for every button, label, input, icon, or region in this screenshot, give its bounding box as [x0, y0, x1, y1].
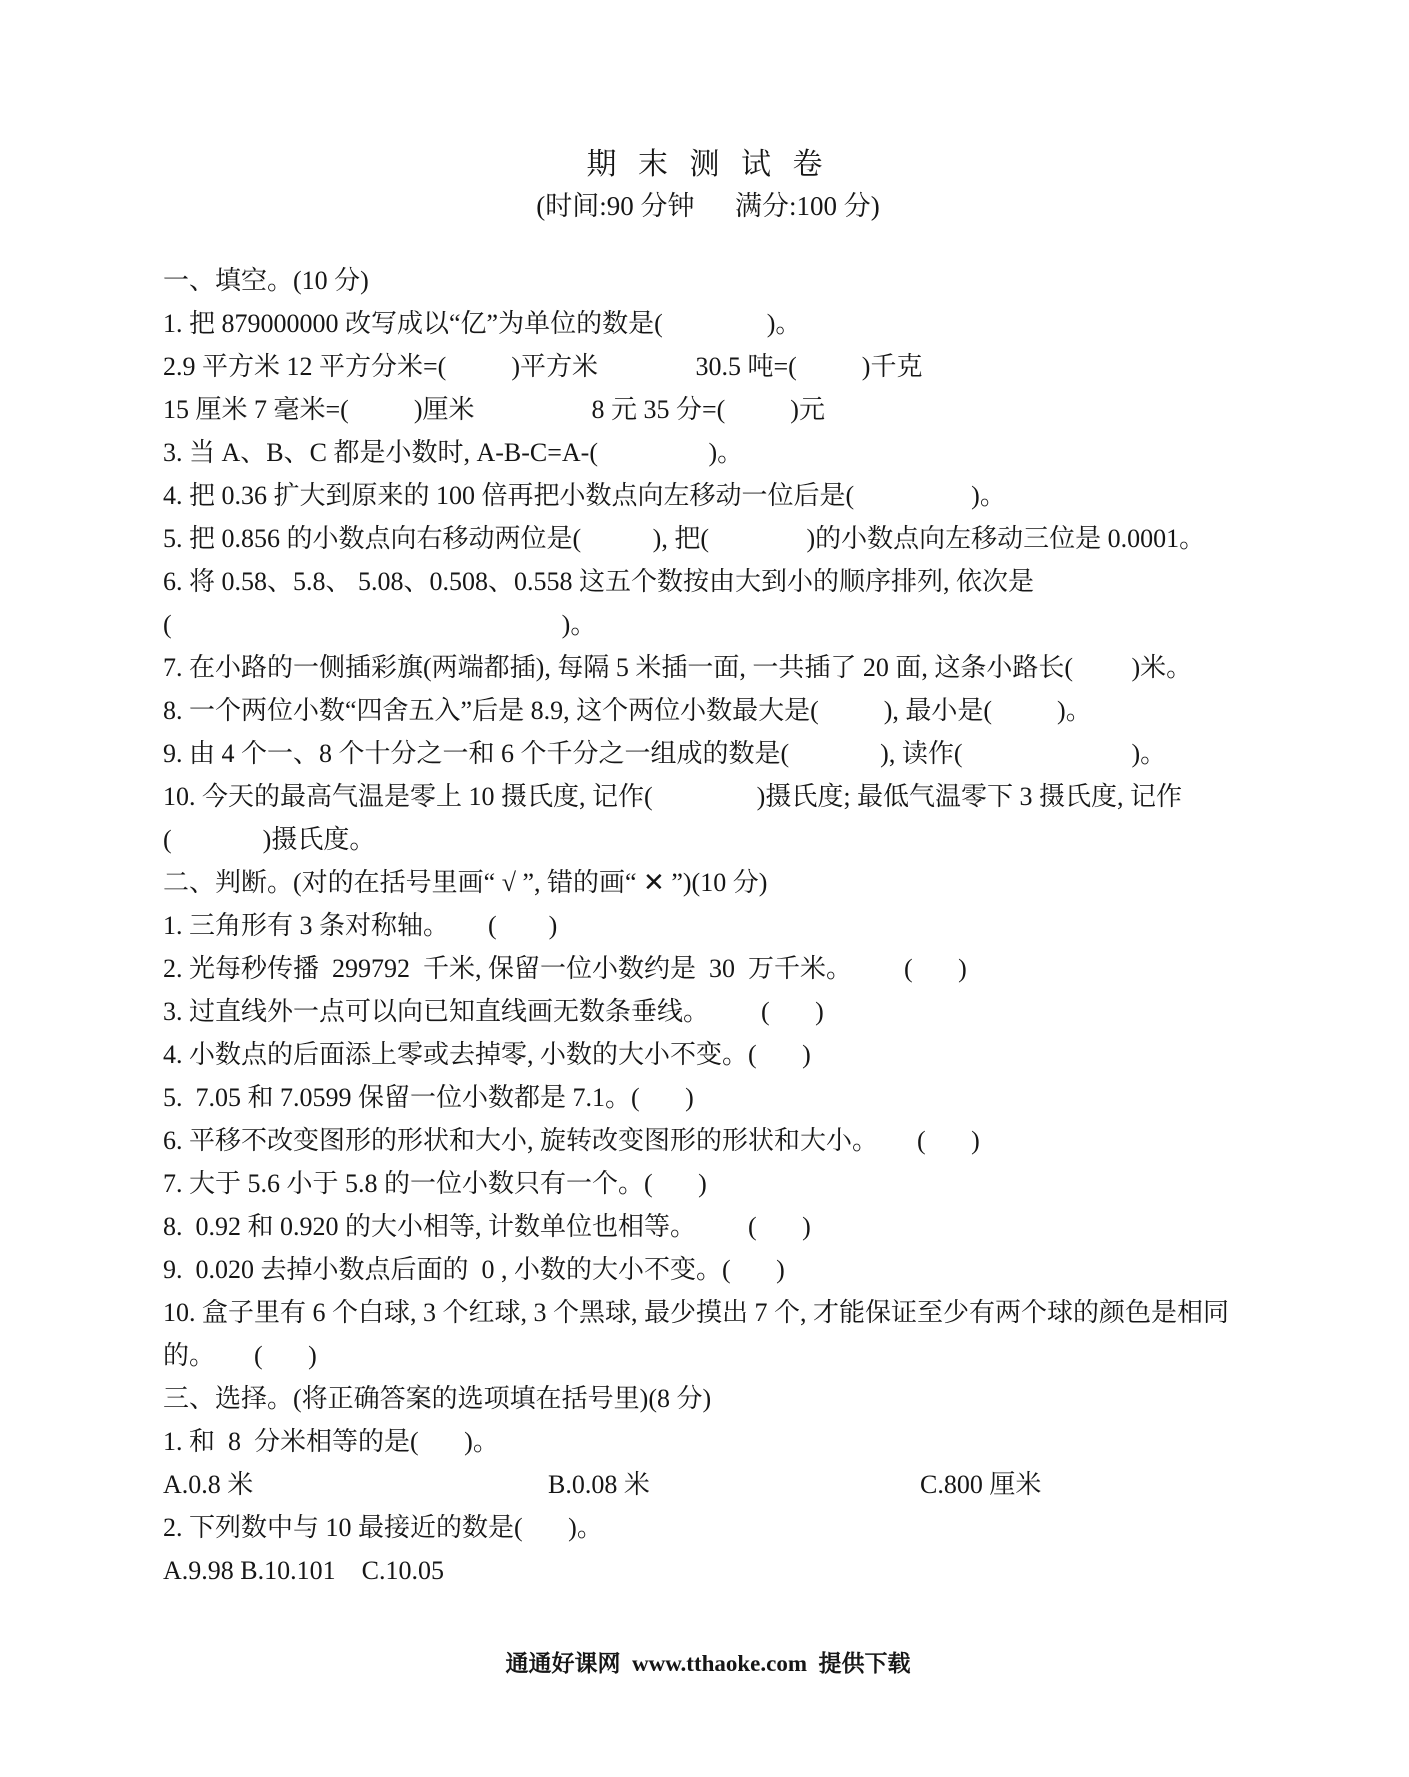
judge-item-4: 4. 小数点的后面添上零或去掉零, 小数的大小不变。( ) [163, 1040, 811, 1069]
fill-item-2: 2.9 平方米 12 平方分米=( )平方米 30.5 吨=( )千克 [163, 352, 923, 381]
judge-item-1: 1. 三角形有 3 条对称轴。 ( ) [163, 911, 558, 940]
judge-item-6: 6. 平移不改变图形的形状和大小, 旋转改变图形的形状和大小。 ( ) [163, 1126, 980, 1155]
judge-item-8: 8. 0.92 和 0.920 的大小相等, 计数单位也相等。 ( ) [163, 1212, 811, 1241]
page-title: 期 末 测 试 卷 [586, 148, 830, 181]
judge-item-10: 10. 盒子里有 6 个白球, 3 个红球, 3 个黑球, 最少摸出 7 个, 才能保证至少有两个球的颜色是相同 [163, 1298, 1230, 1327]
judge-item-10-cont: 的。 ( ) [163, 1341, 317, 1370]
fill-item-5: 5. 把 0.856 的小数点向右移动两位是( ), 把( )的小数点向左移动三位是 0.0001。 [163, 524, 1206, 553]
choice-q1-option-b: B.0.08 米 [548, 1470, 650, 1499]
choice-options-q2: A.9.98 B.10.101 C.10.05 [163, 1556, 444, 1585]
footer-watermark: 通通好课网 www.tthaoke.com 提供下载 [505, 1651, 911, 1676]
choice-q1-option-c: C.800 厘米 [920, 1470, 1042, 1499]
choice-question-2: 2. 下列数中与 10 最接近的数是( )。 [163, 1513, 603, 1542]
section-3-heading: 三、选择。(将正确答案的选项填在括号里)(8 分) [163, 1384, 712, 1413]
section-2-heading: 二、判断。(对的在括号里画“ √ ”, 错的画“ ✕ ”)(10 分) [163, 868, 768, 897]
judge-item-3: 3. 过直线外一点可以向已知直线画无数条垂线。 ( ) [163, 997, 824, 1026]
exam-info: (时间:90 分钟 满分:100 分) [536, 191, 880, 221]
fill-item-1: 1. 把 879000000 改写成以“亿”为单位的数是( )。 [163, 309, 802, 338]
fill-item-2-cont: 15 厘米 7 毫米=( )厘米 8 元 35 分=( )元 [163, 395, 825, 424]
judge-item-7: 7. 大于 5.6 小于 5.8 的一位小数只有一个。( ) [163, 1169, 707, 1198]
fill-item-3: 3. 当 A、B、C 都是小数时, A-B-C=A-( )。 [163, 438, 744, 467]
choice-q1-option-a: A.0.8 米 [163, 1470, 254, 1499]
fill-item-7: 7. 在小路的一侧插彩旗(两端都插), 每隔 5 米插一面, 一共插了 20 面, 这条小路长( )米。 [163, 653, 1193, 682]
fill-item-6-cont: ( )。 [163, 610, 597, 639]
choice-options-q1 [163, 1463, 1349, 1506]
judge-item-9: 9. 0.020 去掉小数点后面的 0 , 小数的大小不变。( ) [163, 1255, 785, 1284]
fill-item-6: 6. 将 0.58、5.8、 5.08、0.508、0.558 这五个数按由大到小的顺序排列, 依次是 [163, 567, 1035, 596]
fill-item-10-cont: ( )摄氏度。 [163, 825, 376, 854]
fill-item-4: 4. 把 0.36 扩大到原来的 100 倍再把小数点向左移动一位后是( )。 [163, 481, 1006, 510]
fill-item-10: 10. 今天的最高气温是零上 10 摄氏度, 记作( )摄氏度; 最低气温零下 3 摄氏度, 记作 [163, 782, 1183, 811]
fill-item-8: 8. 一个两位小数“四舍五入”后是 8.9, 这个两位小数最大是( ), 最小是( )。 [163, 696, 1092, 725]
section-1-heading: 一、填空。(10 分) [163, 266, 369, 295]
fill-item-9: 9. 由 4 个一、8 个十分之一和 6 个千分之一组成的数是( ), 读作( )。 [163, 739, 1167, 768]
judge-item-2: 2. 光每秒传播 299792 千米, 保留一位小数约是 30 万千米。 ( ) [163, 954, 967, 983]
judge-item-5: 5. 7.05 和 7.0599 保留一位小数都是 7.1。( ) [163, 1083, 694, 1112]
choice-question-1: 1. 和 8 分米相等的是( )。 [163, 1427, 499, 1456]
